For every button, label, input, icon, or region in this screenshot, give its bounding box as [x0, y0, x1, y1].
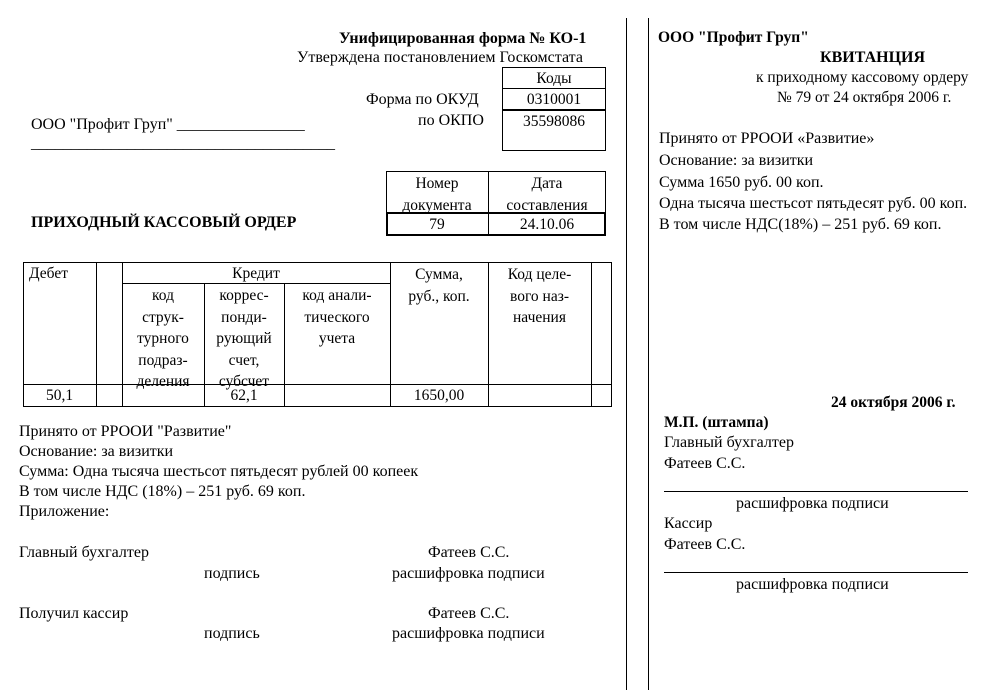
- okud-value: 0310001: [526, 91, 582, 108]
- debit-header: Дебет: [29, 265, 68, 282]
- receipt-subtitle: к приходному кассовому ордеру: [756, 69, 969, 86]
- credit-analytical-code-header: код анали- тического учета: [302, 287, 372, 347]
- receipt-cashier-name: Фатеев С.С.: [664, 536, 746, 553]
- receipt-organization: ООО "Профит Груп": [658, 29, 809, 46]
- doc-date-header: Дата составления: [506, 175, 588, 214]
- receipt-basis: Основание: за визитки: [659, 152, 814, 169]
- approved-note: Утверждена постановлением Госкомстата: [297, 49, 583, 66]
- attachment: Приложение:: [19, 503, 110, 520]
- cashier-label: Получил кассир: [19, 605, 129, 622]
- receipt-decoding-caption: расшифровка подписи: [736, 495, 889, 512]
- receipt-chief-accountant-label: Главный бухгалтер: [664, 434, 794, 451]
- form-title: Унифицированная форма № КО-1: [339, 30, 587, 47]
- sum-header: Сумма, руб., коп.: [408, 266, 470, 305]
- credit-corr-account-header: коррес- понди- рующий счет, субсчет: [216, 287, 272, 390]
- vat-amount: В том числе НДС (18%) – 251 руб. 69 коп.: [19, 483, 306, 500]
- purpose-code-header: Код целе- вого наз- начения: [507, 266, 572, 326]
- receipt-stamp: М.П. (штампа): [664, 414, 769, 431]
- chief-accountant-label: Главный бухгалтер: [19, 544, 149, 561]
- okpo-value: 35598086: [523, 113, 585, 130]
- signature-caption: подпись: [204, 565, 260, 582]
- codes-header: Коды: [536, 70, 572, 87]
- credit-structural-unit-header: код струк- турного подраз- деления: [136, 287, 190, 390]
- receipt-chief-accountant-name: Фатеев С.С.: [664, 455, 746, 472]
- doc-number: 79: [429, 216, 445, 233]
- decoding-caption: расшифровка подписи: [392, 565, 545, 582]
- receipt-cashier-label: Кассир: [664, 515, 713, 532]
- tear-line: [648, 18, 649, 690]
- cashier-name: Фатеев С.С.: [428, 605, 510, 622]
- table-row-debit: 50,1: [45, 387, 74, 404]
- signature-line: [664, 572, 968, 573]
- signature-line: [664, 491, 968, 492]
- receipt-title: КВИТАНЦИЯ: [820, 49, 926, 66]
- signature-caption: подпись: [204, 625, 260, 642]
- basis: Основание: за визитки: [19, 443, 174, 460]
- receipt-received-from: Принято от РРООИ «Развитие»: [659, 130, 875, 147]
- okud-label: Форма по ОКУД: [366, 91, 479, 108]
- organization-line: ______________________________________: [31, 135, 335, 152]
- table-row-corr-account: 62,1: [230, 387, 258, 404]
- doc-number-header: Номер документа: [402, 175, 472, 214]
- doc-date: 24.10.06: [519, 216, 575, 233]
- receipt-sum-words: Одна тысяча шестьсот пятьдесят руб. 00 коп.: [659, 195, 968, 212]
- receipt-decoding-caption: расшифровка подписи: [736, 576, 889, 593]
- receipt-sum: Сумма 1650 руб. 00 коп.: [659, 174, 824, 191]
- receipt-number-date: № 79 от 24 октября 2006 г.: [777, 89, 952, 106]
- document-title: ПРИХОДНЫЙ КАССОВЫЙ ОРДЕР: [31, 214, 297, 231]
- sum-in-words: Сумма: Одна тысяча шестьсот пятьдесят рублей 00 копеек: [19, 463, 419, 480]
- chief-accountant-name: Фатеев С.С.: [428, 544, 510, 561]
- tear-line: [626, 18, 627, 690]
- okpo-label: по ОКПО: [418, 112, 484, 129]
- organization-name: ООО "Профит Груп" ________________: [31, 116, 305, 133]
- receipt-vat: В том числе НДС(18%) – 251 руб. 69 коп.: [659, 216, 942, 233]
- credit-header: Кредит: [232, 265, 280, 282]
- received-from: Принято от РРООИ "Развитие": [19, 423, 232, 440]
- decoding-caption: расшифровка подписи: [392, 625, 545, 642]
- table-row-sum: 1650,00: [413, 387, 465, 404]
- receipt-date: 24 октября 2006 г.: [831, 394, 956, 411]
